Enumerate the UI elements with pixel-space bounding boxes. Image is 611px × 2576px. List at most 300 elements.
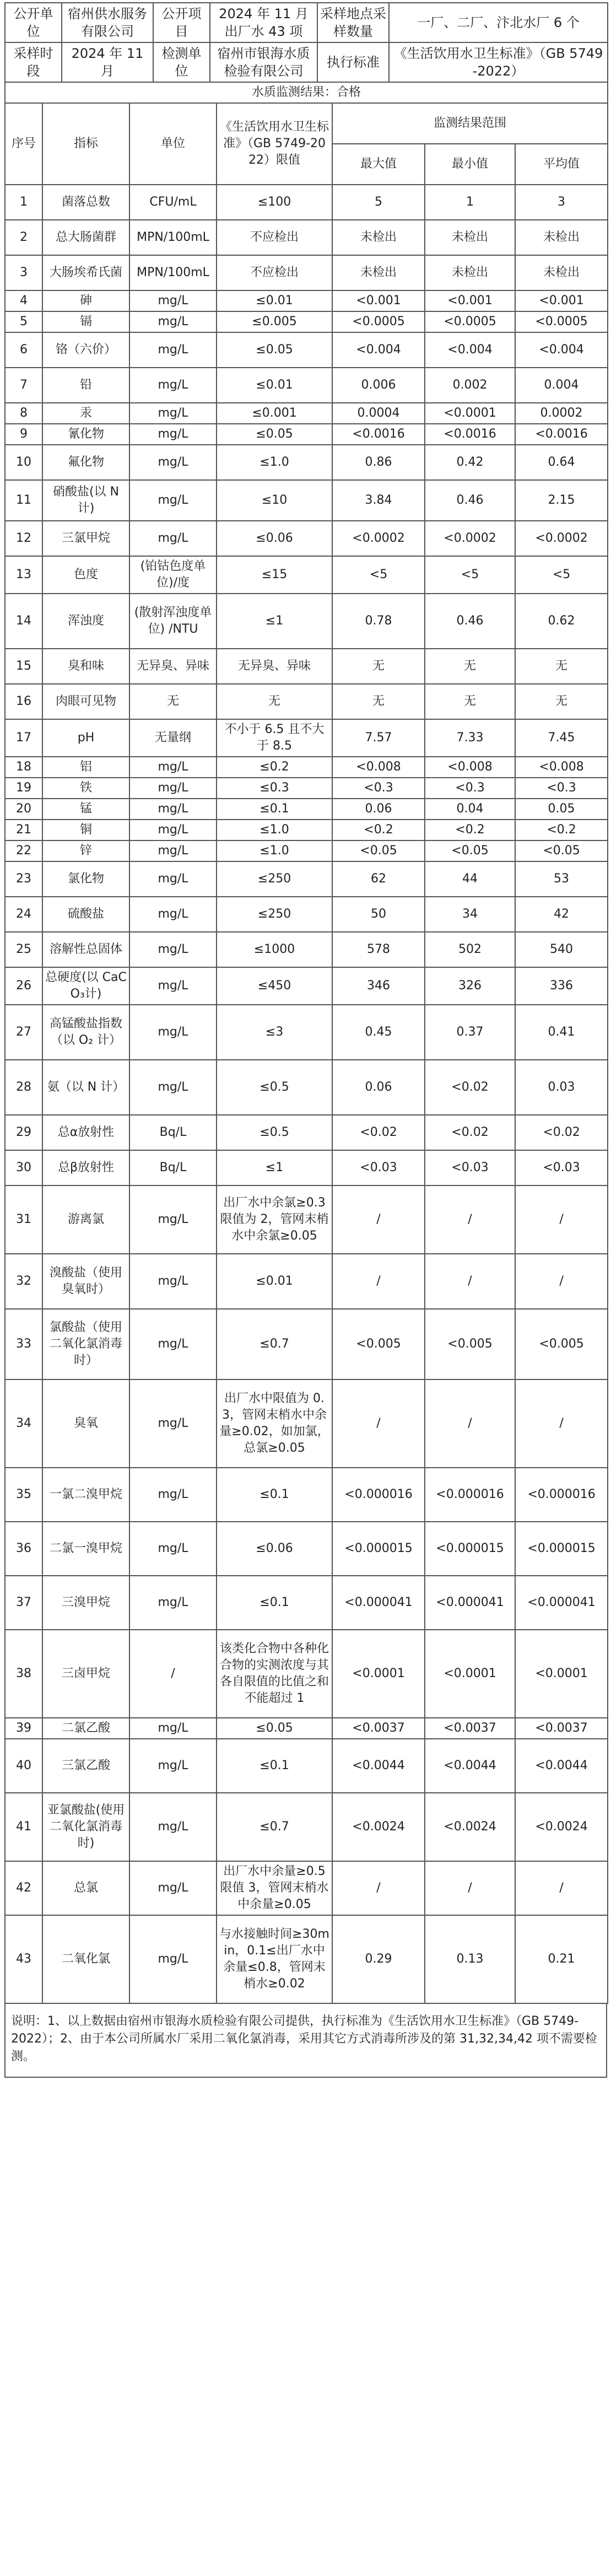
- table-row: [5, 649, 608, 684]
- avg-cell: <0.000015: [515, 1522, 608, 1576]
- min-cell: <0.0016: [425, 424, 515, 445]
- footnote: 说明：1、以上数据由宿州市银海水质检验有限公司提供，执行标准为《生活饮用水卫生标准》（GB 5749-2022）；2、由于本公司所属水厂采用二氧化氯消毒，采用其它方式消毒所涉及的第 31,32,34,42 项不需要检测。: [4, 2004, 607, 2078]
- unit-cell: CFU/mL: [129, 185, 217, 220]
- avg-cell: /: [515, 1185, 608, 1254]
- unit-cell: mg/L: [129, 1522, 217, 1576]
- item-cell: 溶解性总固体: [42, 932, 129, 967]
- unit-cell: 无: [129, 684, 217, 719]
- max-cell: <0.001: [332, 290, 425, 311]
- table-row: [5, 220, 608, 255]
- table-row: [5, 480, 608, 521]
- unit-cell: mg/L: [129, 424, 217, 445]
- unit-cell: 无异臭、异味: [129, 649, 217, 684]
- unit-cell: mg/L: [129, 332, 217, 368]
- limit-cell: ≤250: [217, 861, 332, 897]
- header-max: 最大值: [332, 144, 425, 185]
- report-page: [4, 2, 607, 2078]
- item-cell: 硝酸盐(以 N 计): [42, 480, 129, 521]
- max-cell: 50: [332, 897, 425, 932]
- avg-cell: <0.0016: [515, 424, 608, 445]
- table-row: [5, 1718, 608, 1739]
- max-cell: 0.006: [332, 368, 425, 403]
- limit-cell: 出厂水中余量≥0.5 限值 3，管网末梢水中余量≥0.05: [217, 1861, 332, 1915]
- item-cell: 锰: [42, 799, 129, 820]
- unit-cell: mg/L: [129, 1060, 217, 1115]
- seq-cell: 29: [5, 1115, 42, 1150]
- min-cell: <0.0037: [425, 1718, 515, 1739]
- table-row: [5, 778, 608, 799]
- unit-cell: mg/L: [129, 1309, 217, 1379]
- item-cell: 二氯一溴甲烷: [42, 1522, 129, 1576]
- seq-cell: 35: [5, 1468, 42, 1522]
- seq-cell: 42: [5, 1861, 42, 1915]
- seq-cell: 10: [5, 445, 42, 480]
- min-cell: /: [425, 1185, 515, 1254]
- limit-cell: ≤1: [217, 1150, 332, 1185]
- seq-cell: 27: [5, 1005, 42, 1060]
- header-avg: 平均值: [515, 144, 608, 185]
- seq-cell: 14: [5, 594, 42, 649]
- unit-cell: mg/L: [129, 1254, 217, 1309]
- unit-cell: mg/L: [129, 778, 217, 799]
- table-row: [5, 840, 608, 861]
- seq-cell: 30: [5, 1150, 42, 1185]
- avg-cell: 无: [515, 649, 608, 684]
- item-cell: 二氧化氯: [42, 1915, 129, 2003]
- info-label: 公开项目: [153, 3, 210, 42]
- item-cell: 镉: [42, 311, 129, 332]
- min-cell: 1: [425, 185, 515, 220]
- limit-cell: ≤0.1: [217, 799, 332, 820]
- unit-cell: mg/L: [129, 521, 217, 556]
- info-table: [4, 2, 608, 83]
- avg-cell: 7.45: [515, 719, 608, 757]
- limit-cell: 出厂水中余氯≥0.3 限值为 2，管网末梢水中余氯≥0.05: [217, 1185, 332, 1254]
- max-cell: 0.06: [332, 799, 425, 820]
- seq-cell: 38: [5, 1630, 42, 1718]
- seq-cell: 9: [5, 424, 42, 445]
- item-cell: 高锰酸盐指数（以 O₂ 计）: [42, 1005, 129, 1060]
- avg-cell: <0.008: [515, 757, 608, 778]
- unit-cell: mg/L: [129, 480, 217, 521]
- limit-cell: ≤0.001: [217, 403, 332, 424]
- item-cell: 游离氯: [42, 1185, 129, 1254]
- avg-cell: 未检出: [515, 255, 608, 290]
- table-row: [5, 861, 608, 897]
- avg-cell: 0.62: [515, 594, 608, 649]
- table-row: [5, 932, 608, 967]
- table-row: [5, 368, 608, 403]
- min-cell: <0.000041: [425, 1576, 515, 1630]
- unit-cell: Bq/L: [129, 1115, 217, 1150]
- limit-cell: ≤0.01: [217, 368, 332, 403]
- avg-cell: /: [515, 1379, 608, 1468]
- table-row: [5, 1150, 608, 1185]
- seq-cell: 21: [5, 820, 42, 840]
- result-summary: 水质监测结果：合格: [5, 83, 608, 103]
- item-cell: 氯酸盐（使用二氧化氯消毒时）: [42, 1309, 129, 1379]
- limit-cell: ≤0.5: [217, 1115, 332, 1150]
- min-cell: /: [425, 1254, 515, 1309]
- table-row: [5, 1468, 608, 1522]
- unit-cell: mg/L: [129, 799, 217, 820]
- item-cell: 锌: [42, 840, 129, 861]
- min-cell: <0.03: [425, 1150, 515, 1185]
- table-row: [5, 1915, 608, 2003]
- unit-cell: /: [129, 1630, 217, 1718]
- min-cell: 0.04: [425, 799, 515, 820]
- limit-cell: ≤1: [217, 594, 332, 649]
- avg-cell: /: [515, 1861, 608, 1915]
- item-cell: 铁: [42, 778, 129, 799]
- info-value: 《生活饮用水卫生标准》（GB 5749-2022）: [389, 42, 608, 82]
- max-cell: /: [332, 1861, 425, 1915]
- min-cell: <0.2: [425, 820, 515, 840]
- table-row: [5, 684, 608, 719]
- limit-cell: 无异臭、异味: [217, 649, 332, 684]
- avg-cell: 0.64: [515, 445, 608, 480]
- max-cell: <0.02: [332, 1115, 425, 1150]
- unit-cell: mg/L: [129, 445, 217, 480]
- seq-cell: 34: [5, 1379, 42, 1468]
- max-cell: /: [332, 1254, 425, 1309]
- table-row: [5, 1379, 608, 1468]
- max-cell: 无: [332, 649, 425, 684]
- table-row: [5, 757, 608, 778]
- limit-cell: ≤0.01: [217, 1254, 332, 1309]
- avg-cell: <0.0002: [515, 521, 608, 556]
- avg-cell: 0.41: [515, 1005, 608, 1060]
- avg-cell: 336: [515, 967, 608, 1005]
- seq-cell: 24: [5, 897, 42, 932]
- unit-cell: mg/L: [129, 1739, 217, 1793]
- avg-cell: <0.0044: [515, 1739, 608, 1793]
- item-cell: 铅: [42, 368, 129, 403]
- table-row: [5, 185, 608, 220]
- avg-cell: <0.005: [515, 1309, 608, 1379]
- results-table: [4, 83, 608, 2004]
- min-cell: <0.0044: [425, 1739, 515, 1793]
- min-cell: 0.002: [425, 368, 515, 403]
- header-limit: 《生活饮用水卫生标准》（GB 5749-2022）限值: [217, 103, 332, 185]
- table-row: [5, 1739, 608, 1793]
- avg-cell: <0.004: [515, 332, 608, 368]
- unit-cell: mg/L: [129, 403, 217, 424]
- limit-cell: ≤0.05: [217, 332, 332, 368]
- avg-cell: 42: [515, 897, 608, 932]
- avg-cell: /: [515, 1254, 608, 1309]
- unit-cell: mg/L: [129, 932, 217, 967]
- item-cell: 铝: [42, 757, 129, 778]
- item-cell: 色度: [42, 556, 129, 594]
- header-row-1: [5, 103, 608, 144]
- result-title-row: [5, 83, 608, 103]
- unit-cell: mg/L: [129, 1468, 217, 1522]
- info-label: 公开单位: [5, 3, 62, 42]
- table-row: [5, 820, 608, 840]
- limit-cell: ≤0.1: [217, 1739, 332, 1793]
- item-cell: 三氯甲烷: [42, 521, 129, 556]
- limit-cell: ≤0.01: [217, 290, 332, 311]
- unit-cell: 无量纲: [129, 719, 217, 757]
- item-cell: 臭和味: [42, 649, 129, 684]
- table-row: [5, 1793, 608, 1861]
- info-value: 宿州市银海水质检验有限公司: [210, 42, 317, 82]
- limit-cell: 无: [217, 684, 332, 719]
- avg-cell: <0.05: [515, 840, 608, 861]
- seq-cell: 18: [5, 757, 42, 778]
- table-row: [5, 521, 608, 556]
- max-cell: <0.0016: [332, 424, 425, 445]
- max-cell: /: [332, 1379, 425, 1468]
- seq-cell: 36: [5, 1522, 42, 1576]
- limit-cell: ≤0.005: [217, 311, 332, 332]
- table-row: [5, 1185, 608, 1254]
- max-cell: <0.03: [332, 1150, 425, 1185]
- item-cell: 大肠埃希氏菌: [42, 255, 129, 290]
- max-cell: 0.0004: [332, 403, 425, 424]
- max-cell: <0.05: [332, 840, 425, 861]
- limit-cell: ≤100: [217, 185, 332, 220]
- info-row-2: [5, 42, 608, 82]
- min-cell: <0.004: [425, 332, 515, 368]
- max-cell: 5: [332, 185, 425, 220]
- table-row: [5, 799, 608, 820]
- unit-cell: mg/L: [129, 861, 217, 897]
- seq-cell: 15: [5, 649, 42, 684]
- table-row: [5, 1576, 608, 1630]
- min-cell: <0.000015: [425, 1522, 515, 1576]
- max-cell: <0.0001: [332, 1630, 425, 1718]
- unit-cell: mg/L: [129, 967, 217, 1005]
- min-cell: 无: [425, 684, 515, 719]
- table-row: [5, 1005, 608, 1060]
- seq-cell: 4: [5, 290, 42, 311]
- max-cell: 未检出: [332, 220, 425, 255]
- unit-cell: mg/L: [129, 1005, 217, 1060]
- seq-cell: 28: [5, 1060, 42, 1115]
- unit-cell: mg/L: [129, 290, 217, 311]
- max-cell: <0.0024: [332, 1793, 425, 1861]
- table-row: [5, 1309, 608, 1379]
- max-cell: <0.000015: [332, 1522, 425, 1576]
- max-cell: 3.84: [332, 480, 425, 521]
- limit-cell: ≤1.0: [217, 820, 332, 840]
- min-cell: <0.3: [425, 778, 515, 799]
- min-cell: <0.0002: [425, 521, 515, 556]
- max-cell: <0.0002: [332, 521, 425, 556]
- seq-cell: 32: [5, 1254, 42, 1309]
- max-cell: <0.004: [332, 332, 425, 368]
- info-row-1: [5, 3, 608, 42]
- unit-cell: mg/L: [129, 757, 217, 778]
- info-value: 2024 年 11 月: [62, 42, 153, 82]
- min-cell: <0.001: [425, 290, 515, 311]
- max-cell: 0.29: [332, 1915, 425, 2003]
- unit-cell: mg/L: [129, 840, 217, 861]
- header-range: 监测结果范围: [332, 103, 608, 144]
- seq-cell: 5: [5, 311, 42, 332]
- min-cell: /: [425, 1379, 515, 1468]
- max-cell: <0.008: [332, 757, 425, 778]
- avg-cell: 未检出: [515, 220, 608, 255]
- limit-cell: 该类化合物中各种化合物的实测浓度与其各自限值的比值之和不能超过 1: [217, 1630, 332, 1718]
- unit-cell: mg/L: [129, 1379, 217, 1468]
- seq-cell: 17: [5, 719, 42, 757]
- info-value: 宿州供水服务有限公司: [62, 3, 153, 42]
- min-cell: <0.02: [425, 1115, 515, 1150]
- item-cell: 砷: [42, 290, 129, 311]
- seq-cell: 22: [5, 840, 42, 861]
- table-row: [5, 594, 608, 649]
- min-cell: <0.05: [425, 840, 515, 861]
- unit-cell: mg/L: [129, 820, 217, 840]
- max-cell: 未检出: [332, 255, 425, 290]
- table-row: [5, 424, 608, 445]
- max-cell: 0.86: [332, 445, 425, 480]
- item-cell: 总α放射性: [42, 1115, 129, 1150]
- unit-cell: mg/L: [129, 1915, 217, 2003]
- limit-cell: ≤3: [217, 1005, 332, 1060]
- limit-cell: ≤450: [217, 967, 332, 1005]
- item-cell: 浑浊度: [42, 594, 129, 649]
- limit-cell: ≤0.06: [217, 521, 332, 556]
- seq-cell: 8: [5, 403, 42, 424]
- unit-cell: mg/L: [129, 1185, 217, 1254]
- avg-cell: 0.004: [515, 368, 608, 403]
- header-min: 最小值: [425, 144, 515, 185]
- item-cell: 铜: [42, 820, 129, 840]
- unit-cell: Bq/L: [129, 1150, 217, 1185]
- max-cell: <0.005: [332, 1309, 425, 1379]
- item-cell: 氨（以 N 计）: [42, 1060, 129, 1115]
- unit-cell: mg/L: [129, 368, 217, 403]
- min-cell: 未检出: [425, 255, 515, 290]
- avg-cell: 0.0002: [515, 403, 608, 424]
- min-cell: <0.005: [425, 1309, 515, 1379]
- info-label: 检测单位: [153, 42, 210, 82]
- seq-cell: 41: [5, 1793, 42, 1861]
- limit-cell: ≤0.3: [217, 778, 332, 799]
- limit-cell: ≤15: [217, 556, 332, 594]
- limit-cell: ≤0.1: [217, 1468, 332, 1522]
- min-cell: <0.0001: [425, 1630, 515, 1718]
- seq-cell: 31: [5, 1185, 42, 1254]
- header-item: 指标: [42, 103, 129, 185]
- min-cell: 无: [425, 649, 515, 684]
- unit-cell: mg/L: [129, 1793, 217, 1861]
- table-row: [5, 311, 608, 332]
- table-row: [5, 967, 608, 1005]
- max-cell: <0.0005: [332, 311, 425, 332]
- limit-cell: 出厂水中限值为 0.3，管网末梢水中余量≥0.02，如加氯，总氯≥0.05: [217, 1379, 332, 1468]
- avg-cell: 0.21: [515, 1915, 608, 2003]
- max-cell: <0.0037: [332, 1718, 425, 1739]
- min-cell: 0.46: [425, 480, 515, 521]
- limit-cell: ≤1.0: [217, 445, 332, 480]
- seq-cell: 2: [5, 220, 42, 255]
- table-row: [5, 897, 608, 932]
- item-cell: 氯化物: [42, 861, 129, 897]
- item-cell: 溴酸盐（使用臭氧时）: [42, 1254, 129, 1309]
- seq-cell: 39: [5, 1718, 42, 1739]
- seq-cell: 25: [5, 932, 42, 967]
- min-cell: 34: [425, 897, 515, 932]
- avg-cell: <0.0001: [515, 1630, 608, 1718]
- avg-cell: 0.03: [515, 1060, 608, 1115]
- seq-cell: 11: [5, 480, 42, 521]
- min-cell: 0.42: [425, 445, 515, 480]
- info-label: 执行标准: [317, 42, 389, 82]
- unit-cell: MPN/100mL: [129, 220, 217, 255]
- max-cell: 0.45: [332, 1005, 425, 1060]
- min-cell: 502: [425, 932, 515, 967]
- seq-cell: 43: [5, 1915, 42, 2003]
- item-cell: 三氯乙酸: [42, 1739, 129, 1793]
- max-cell: 0.78: [332, 594, 425, 649]
- min-cell: 44: [425, 861, 515, 897]
- unit-cell: mg/L: [129, 311, 217, 332]
- limit-cell: ≤0.05: [217, 1718, 332, 1739]
- item-cell: 三溴甲烷: [42, 1576, 129, 1630]
- max-cell: 62: [332, 861, 425, 897]
- unit-cell: MPN/100mL: [129, 255, 217, 290]
- max-cell: <0.2: [332, 820, 425, 840]
- seq-cell: 20: [5, 799, 42, 820]
- min-cell: /: [425, 1861, 515, 1915]
- min-cell: <0.008: [425, 757, 515, 778]
- max-cell: <0.3: [332, 778, 425, 799]
- avg-cell: <0.001: [515, 290, 608, 311]
- avg-cell: <0.0037: [515, 1718, 608, 1739]
- table-row: [5, 290, 608, 311]
- limit-cell: ≤0.1: [217, 1576, 332, 1630]
- avg-cell: 无: [515, 684, 608, 719]
- item-cell: 一氯二溴甲烷: [42, 1468, 129, 1522]
- table-row: [5, 1630, 608, 1718]
- avg-cell: <0.000016: [515, 1468, 608, 1522]
- limit-cell: ≤1000: [217, 932, 332, 967]
- min-cell: 0.13: [425, 1915, 515, 2003]
- unit-cell: mg/L: [129, 1718, 217, 1739]
- table-row: [5, 255, 608, 290]
- table-row: [5, 1522, 608, 1576]
- max-cell: 346: [332, 967, 425, 1005]
- min-cell: 7.33: [425, 719, 515, 757]
- max-cell: 578: [332, 932, 425, 967]
- item-cell: 亚氯酸盐(使用二氧化氯消毒时): [42, 1793, 129, 1861]
- limit-cell: ≤0.05: [217, 424, 332, 445]
- limit-cell: ≤0.7: [217, 1309, 332, 1379]
- limit-cell: ≤0.06: [217, 1522, 332, 1576]
- item-cell: 汞: [42, 403, 129, 424]
- avg-cell: <0.02: [515, 1115, 608, 1150]
- min-cell: 326: [425, 967, 515, 1005]
- item-cell: 总硬度(以 CaCO₃计): [42, 967, 129, 1005]
- max-cell: 无: [332, 684, 425, 719]
- min-cell: <0.0005: [425, 311, 515, 332]
- table-row: [5, 403, 608, 424]
- item-cell: pH: [42, 719, 129, 757]
- min-cell: <0.0001: [425, 403, 515, 424]
- item-cell: 总大肠菌群: [42, 220, 129, 255]
- limit-cell: ≤0.7: [217, 1793, 332, 1861]
- max-cell: 7.57: [332, 719, 425, 757]
- table-row: [5, 556, 608, 594]
- seq-cell: 26: [5, 967, 42, 1005]
- unit-cell: mg/L: [129, 897, 217, 932]
- max-cell: <0.000041: [332, 1576, 425, 1630]
